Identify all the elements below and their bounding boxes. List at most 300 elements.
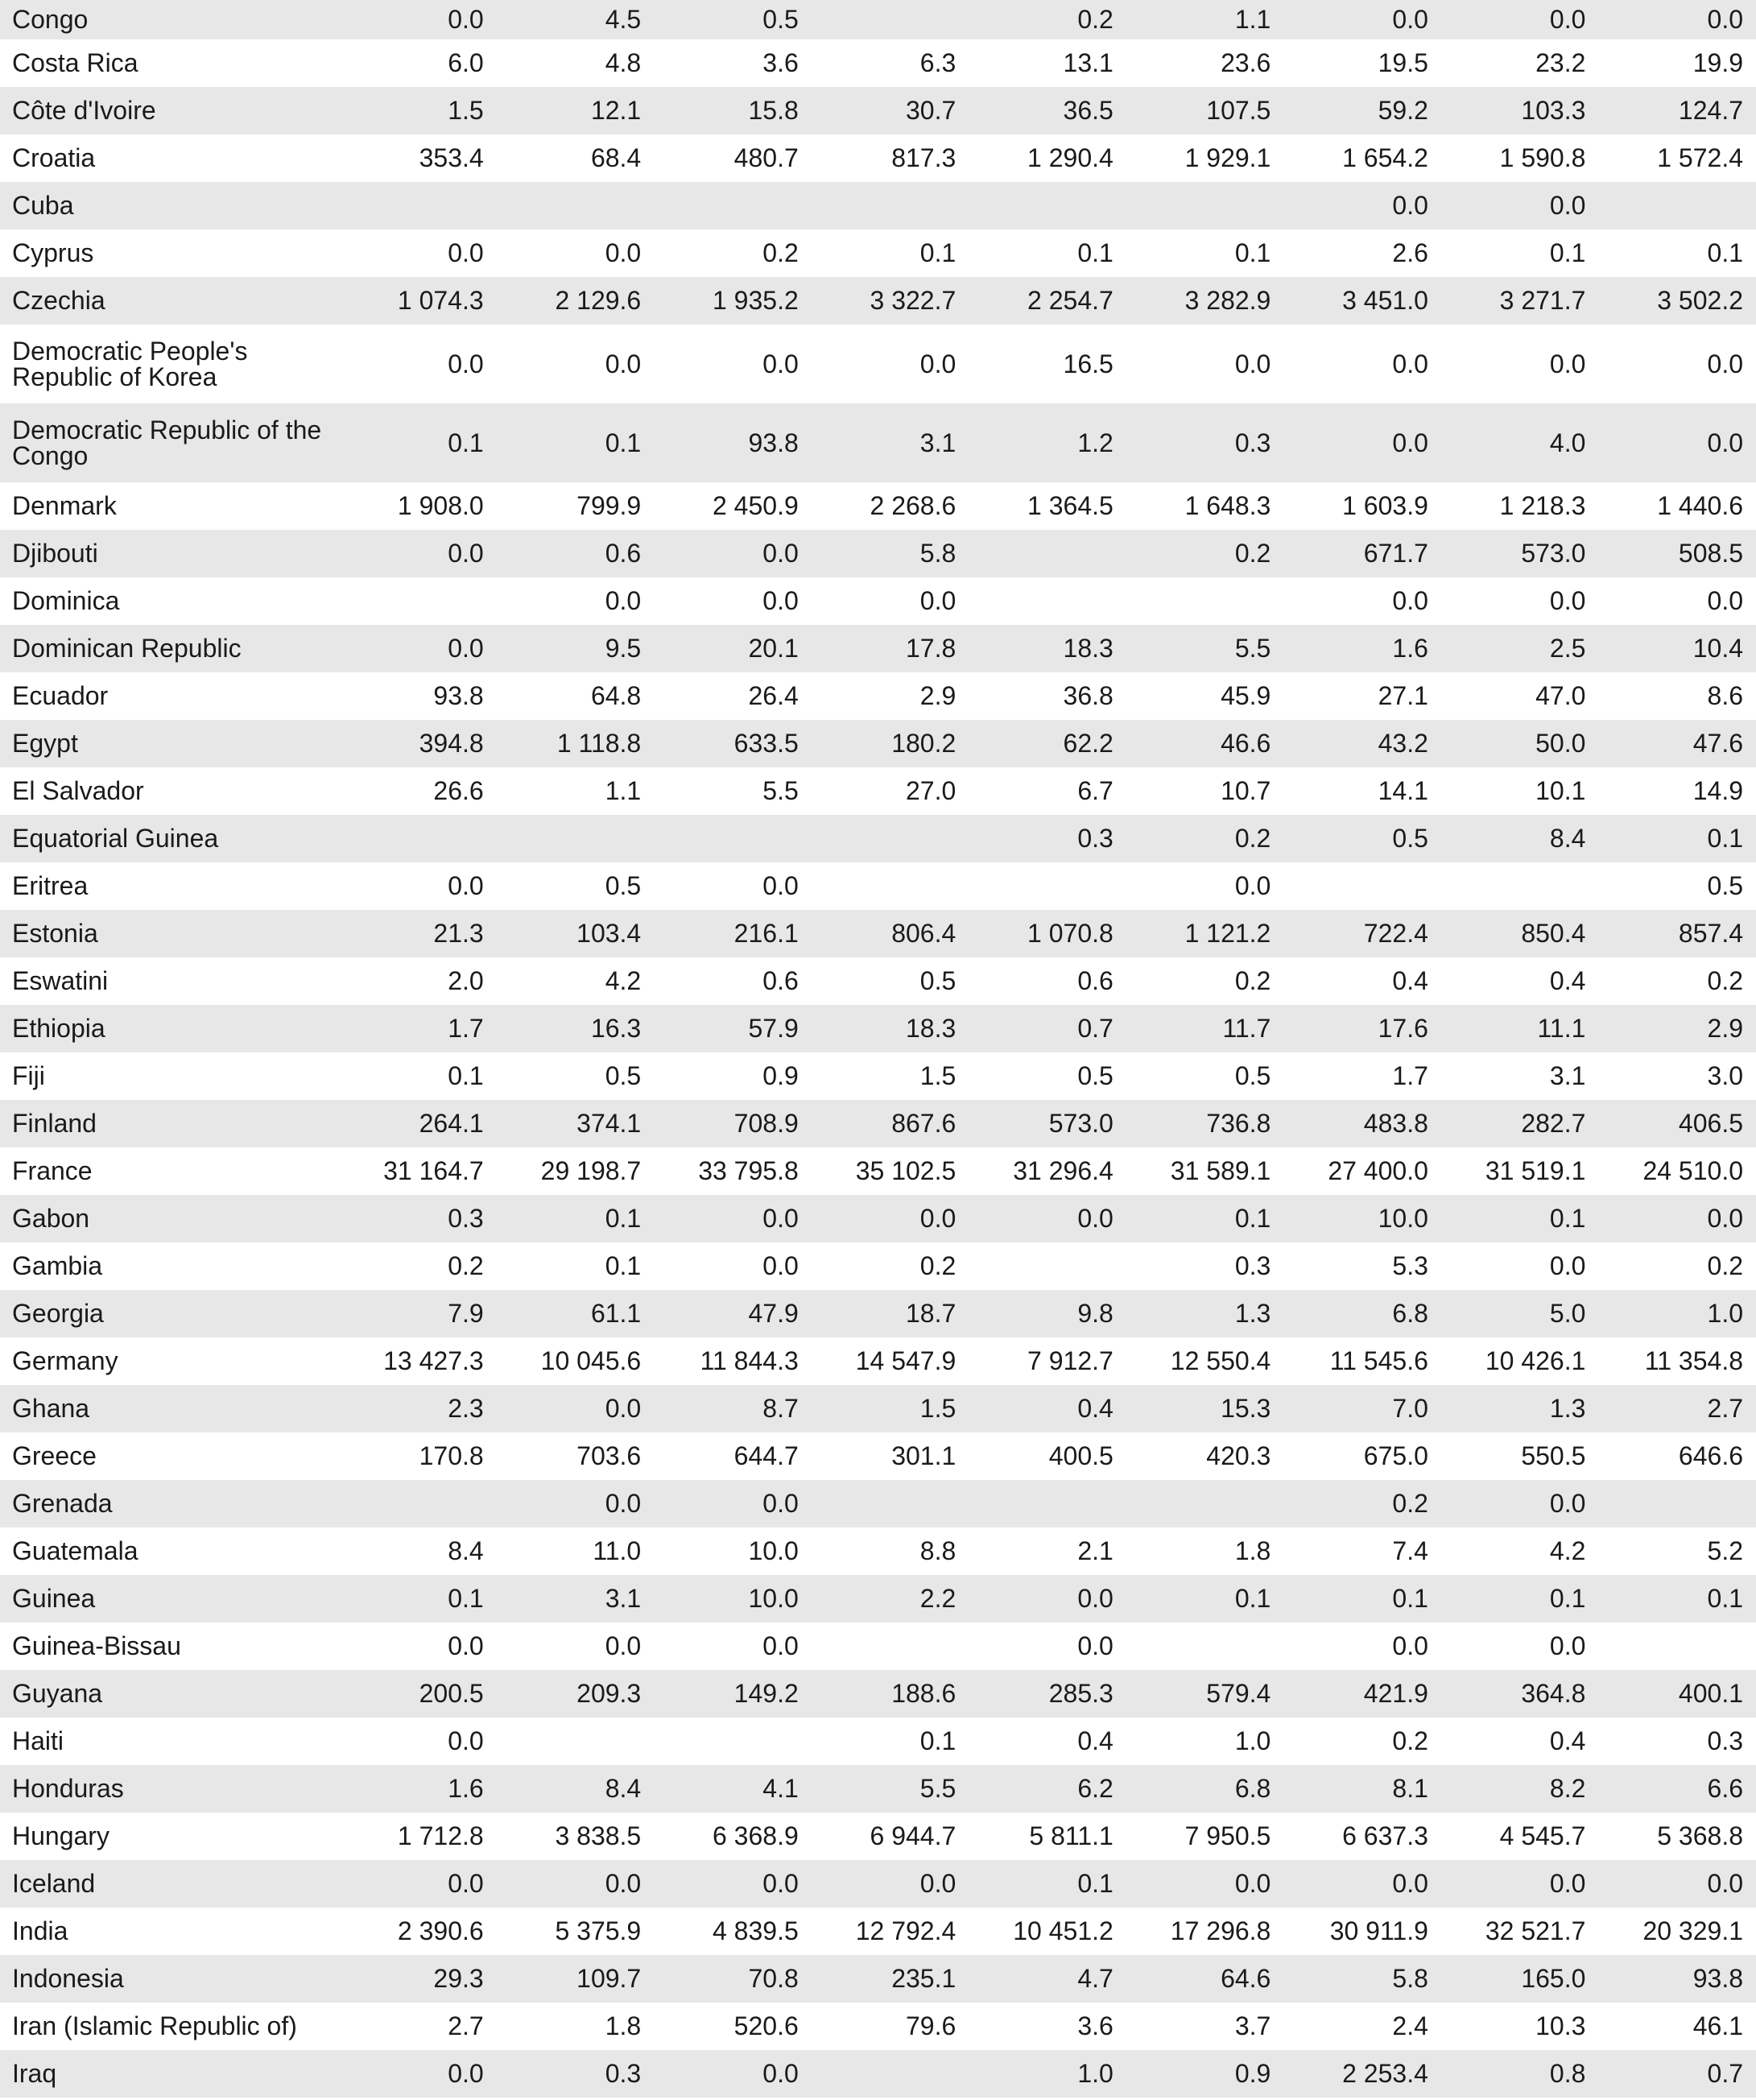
country-name-cell: Gambia bbox=[12, 1251, 103, 1280]
value-cell: 61.1 bbox=[590, 1299, 642, 1328]
country-name-cell: Democratic Republic of the Congo bbox=[12, 415, 322, 470]
value-cell: 0.0 bbox=[605, 1489, 642, 1518]
country-name-cell: Egypt bbox=[12, 729, 78, 758]
value-cell: 508.5 bbox=[1678, 539, 1743, 568]
value-cell: 406.5 bbox=[1678, 1109, 1743, 1138]
country-name-cell: Fiji bbox=[12, 1061, 45, 1090]
value-cell: 20 329.1 bbox=[1642, 1916, 1743, 1945]
value-cell bbox=[812, 182, 969, 229]
value-cell bbox=[1126, 1623, 1284, 1670]
value-cell: 15.3 bbox=[1221, 1394, 1271, 1423]
table-row bbox=[0, 1765, 1756, 1813]
value-cell: 2.6 bbox=[1392, 238, 1428, 267]
value-cell: 93.8 bbox=[748, 428, 799, 457]
value-cell: 0.0 bbox=[448, 871, 484, 900]
value-cell: 0.1 bbox=[1549, 238, 1586, 267]
country-name-cell: Greece bbox=[12, 1441, 97, 1470]
value-cell: 5.0 bbox=[1549, 1299, 1586, 1328]
value-cell: 0.0 bbox=[762, 1869, 799, 1898]
value-cell: 4 839.5 bbox=[712, 1916, 799, 1945]
value-cell: 0.1 bbox=[1234, 238, 1271, 267]
value-cell: 3 502.2 bbox=[1657, 286, 1743, 315]
value-cell: 480.7 bbox=[733, 143, 799, 172]
value-cell: 0.1 bbox=[448, 1584, 484, 1613]
value-cell: 633.5 bbox=[733, 729, 799, 758]
value-cell: 1.2 bbox=[1077, 428, 1114, 457]
value-cell: 0.0 bbox=[762, 1251, 799, 1280]
value-cell: 50.0 bbox=[1535, 729, 1586, 758]
value-cell: 5.8 bbox=[919, 539, 957, 568]
value-cell: 31 296.4 bbox=[1013, 1156, 1114, 1185]
country-name-cell: Eswatini bbox=[12, 966, 109, 995]
table-row bbox=[0, 767, 1756, 815]
country-name-cell: Haiti bbox=[12, 1726, 64, 1755]
table-row bbox=[0, 1670, 1756, 1718]
value-cell: 0.1 bbox=[1392, 1584, 1428, 1613]
value-cell: 3.7 bbox=[1234, 2011, 1271, 2040]
value-cell: 31 519.1 bbox=[1485, 1156, 1586, 1185]
table-row bbox=[0, 1480, 1756, 1527]
table-row bbox=[0, 672, 1756, 720]
value-cell: 573.0 bbox=[1521, 539, 1586, 568]
value-cell: 0.0 bbox=[762, 871, 799, 900]
table-row bbox=[0, 1100, 1756, 1147]
country-name-cell: Denmark bbox=[12, 491, 117, 520]
value-cell: 17 296.8 bbox=[1170, 1916, 1271, 1945]
value-cell: 0.1 bbox=[1549, 1584, 1586, 1613]
value-cell: 45.9 bbox=[1221, 681, 1271, 710]
table-row bbox=[0, 530, 1756, 577]
value-cell: 282.7 bbox=[1521, 1109, 1586, 1138]
value-cell bbox=[1126, 1480, 1284, 1527]
value-cell: 0.1 bbox=[1077, 238, 1114, 267]
value-cell: 0.0 bbox=[762, 2059, 799, 2088]
value-cell: 124.7 bbox=[1678, 96, 1743, 125]
value-cell bbox=[812, 0, 969, 39]
value-cell: 1 654.2 bbox=[1342, 143, 1428, 172]
value-cell: 0.5 bbox=[1392, 824, 1428, 853]
value-cell: 7.4 bbox=[1392, 1536, 1428, 1565]
value-cell: 850.4 bbox=[1521, 919, 1586, 948]
value-cell: 736.8 bbox=[1206, 1109, 1271, 1138]
value-cell: 4.0 bbox=[1549, 428, 1586, 457]
value-cell: 11 545.6 bbox=[1329, 1346, 1428, 1375]
value-cell: 165.0 bbox=[1521, 1964, 1586, 1993]
value-cell: 0.0 bbox=[1392, 1869, 1428, 1898]
value-cell: 1.1 bbox=[1234, 5, 1271, 34]
value-cell: 0.2 bbox=[1234, 539, 1271, 568]
country-name-cell: Dominican Republic bbox=[12, 634, 242, 663]
value-cell: 6 368.9 bbox=[712, 1821, 799, 1850]
country-name-cell: Guinea bbox=[12, 1584, 96, 1613]
value-cell: 0.0 bbox=[1549, 5, 1586, 34]
value-cell: 646.6 bbox=[1678, 1441, 1743, 1470]
table-row bbox=[0, 1955, 1756, 2003]
value-cell: 18.3 bbox=[906, 1014, 957, 1043]
value-cell: 5 811.1 bbox=[1029, 1821, 1114, 1850]
value-cell: 47.6 bbox=[1692, 729, 1743, 758]
value-cell: 0.0 bbox=[448, 539, 484, 568]
value-cell: 0.3 bbox=[1234, 428, 1271, 457]
value-cell: 0.3 bbox=[1077, 824, 1114, 853]
value-cell: 0.0 bbox=[605, 349, 642, 378]
value-cell: 11.1 bbox=[1537, 1014, 1586, 1043]
value-cell: 3.0 bbox=[1707, 1061, 1743, 1090]
value-cell bbox=[654, 182, 812, 229]
value-cell: 93.8 bbox=[1692, 1964, 1743, 1993]
table-row bbox=[0, 182, 1756, 229]
value-cell: 29.3 bbox=[433, 1964, 484, 1993]
value-cell: 188.6 bbox=[891, 1679, 957, 1708]
value-cell: 36.5 bbox=[1063, 96, 1114, 125]
value-cell: 353.4 bbox=[419, 143, 484, 172]
value-cell: 0.2 bbox=[1234, 824, 1271, 853]
value-cell bbox=[812, 1480, 969, 1527]
country-name-cell: Iraq bbox=[12, 2059, 57, 2088]
table-row bbox=[0, 1385, 1756, 1432]
value-cell: 12 792.4 bbox=[855, 1916, 957, 1945]
value-cell: 0.0 bbox=[605, 1869, 642, 1898]
country-name-cell: Iceland bbox=[12, 1869, 96, 1898]
value-cell: 64.6 bbox=[1221, 1964, 1271, 1993]
table-row bbox=[0, 1147, 1756, 1195]
value-cell: 2.3 bbox=[448, 1394, 484, 1423]
value-cell: 1.3 bbox=[1234, 1299, 1271, 1328]
value-cell: 6.6 bbox=[1707, 1774, 1743, 1803]
table-row bbox=[0, 957, 1756, 1005]
value-cell: 1.7 bbox=[1392, 1061, 1428, 1090]
value-cell: 11 844.3 bbox=[700, 1346, 799, 1375]
value-cell: 2 450.9 bbox=[712, 491, 799, 520]
value-cell: 483.8 bbox=[1363, 1109, 1428, 1138]
value-cell: 1.0 bbox=[1077, 2059, 1114, 2088]
value-cell: 79.6 bbox=[906, 2011, 957, 2040]
value-cell: 550.5 bbox=[1521, 1441, 1586, 1470]
table-row bbox=[0, 229, 1756, 277]
value-cell: 31 164.7 bbox=[383, 1156, 484, 1185]
value-cell: 3.1 bbox=[919, 428, 957, 457]
value-cell: 2 129.6 bbox=[555, 286, 642, 315]
value-cell: 0.0 bbox=[919, 1204, 957, 1233]
value-cell: 4.7 bbox=[1077, 1964, 1114, 1993]
value-cell: 3 282.9 bbox=[1184, 286, 1271, 315]
country-name-cell: Costa Rica bbox=[12, 48, 138, 77]
table-row bbox=[0, 1527, 1756, 1575]
value-cell: 5.5 bbox=[1234, 634, 1271, 663]
country-name-cell: Iran (Islamic Republic of) bbox=[12, 2011, 297, 2040]
value-cell: 46.1 bbox=[1692, 2011, 1743, 2040]
value-cell: 7 912.7 bbox=[1027, 1346, 1114, 1375]
value-cell: 0.2 bbox=[1392, 1489, 1428, 1518]
value-cell: 4.8 bbox=[605, 48, 642, 77]
value-cell: 6 637.3 bbox=[1342, 1821, 1428, 1850]
value-cell: 10.3 bbox=[1535, 2011, 1586, 2040]
table-row bbox=[0, 625, 1756, 672]
value-cell: 0.0 bbox=[448, 634, 484, 663]
value-cell: 0.0 bbox=[762, 1204, 799, 1233]
value-cell: 27.0 bbox=[906, 776, 957, 805]
value-cell: 857.4 bbox=[1678, 919, 1743, 948]
table-row bbox=[0, 403, 1756, 482]
value-cell: 0.2 bbox=[1234, 966, 1271, 995]
value-cell: 0.2 bbox=[762, 238, 799, 267]
value-cell: 13.1 bbox=[1063, 48, 1114, 77]
country-name-cell: Finland bbox=[12, 1109, 97, 1138]
value-cell: 0.0 bbox=[1707, 428, 1743, 457]
value-cell bbox=[969, 1242, 1126, 1290]
value-cell: 0.0 bbox=[1392, 586, 1428, 615]
value-cell: 19.5 bbox=[1378, 48, 1428, 77]
value-cell: 675.0 bbox=[1363, 1441, 1428, 1470]
value-cell: 10.0 bbox=[748, 1536, 799, 1565]
value-cell: 4.2 bbox=[1549, 1536, 1586, 1565]
table-row bbox=[0, 0, 1756, 39]
value-cell: 0.4 bbox=[1392, 966, 1428, 995]
value-cell: 1 929.1 bbox=[1184, 143, 1271, 172]
value-cell bbox=[497, 815, 655, 862]
value-cell: 0.0 bbox=[1707, 586, 1743, 615]
value-cell: 7 950.5 bbox=[1184, 1821, 1271, 1850]
value-cell: 1 908.0 bbox=[397, 491, 484, 520]
value-cell: 24 510.0 bbox=[1642, 1156, 1743, 1185]
value-cell: 12.1 bbox=[590, 96, 642, 125]
value-cell bbox=[654, 1718, 812, 1765]
value-cell bbox=[1126, 182, 1284, 229]
value-cell: 0.2 bbox=[919, 1251, 957, 1280]
value-cell: 0.0 bbox=[448, 1869, 484, 1898]
country-name-cell: Estonia bbox=[12, 919, 98, 948]
value-cell: 68.4 bbox=[590, 143, 642, 172]
value-cell: 0.2 bbox=[1707, 966, 1743, 995]
value-cell: 0.0 bbox=[1077, 1584, 1114, 1613]
value-cell: 5.5 bbox=[919, 1774, 957, 1803]
value-cell: 0.1 bbox=[919, 238, 957, 267]
value-cell bbox=[812, 2050, 969, 2098]
value-cell: 0.5 bbox=[605, 1061, 642, 1090]
country-name-cell: Equatorial Guinea bbox=[12, 824, 219, 853]
value-cell: 722.4 bbox=[1363, 919, 1428, 948]
table-row bbox=[0, 134, 1756, 182]
value-cell: 1 572.4 bbox=[1657, 143, 1743, 172]
value-cell: 5.5 bbox=[762, 776, 799, 805]
country-name-cell: Cyprus bbox=[12, 238, 94, 267]
value-cell: 1.8 bbox=[1234, 1536, 1271, 1565]
value-cell: 1.5 bbox=[448, 96, 484, 125]
value-cell: 708.9 bbox=[733, 1109, 799, 1138]
country-name-cell: El Salvador bbox=[12, 776, 144, 805]
value-cell: 0.1 bbox=[919, 1726, 957, 1755]
value-cell: 0.5 bbox=[1077, 1061, 1114, 1090]
value-cell: 47.9 bbox=[748, 1299, 799, 1328]
value-cell: 209.3 bbox=[576, 1679, 642, 1708]
value-cell: 1 648.3 bbox=[1184, 491, 1271, 520]
value-cell: 0.0 bbox=[762, 1631, 799, 1660]
value-cell: 2.0 bbox=[448, 966, 484, 995]
value-cell: 36.8 bbox=[1063, 681, 1114, 710]
value-cell bbox=[1283, 862, 1441, 910]
value-cell: 3 271.7 bbox=[1499, 286, 1586, 315]
value-cell: 0.0 bbox=[1234, 871, 1271, 900]
value-cell: 47.0 bbox=[1535, 681, 1586, 710]
value-cell: 0.0 bbox=[448, 1726, 484, 1755]
value-cell: 8.4 bbox=[1549, 824, 1586, 853]
value-cell: 420.3 bbox=[1206, 1441, 1271, 1470]
value-cell: 817.3 bbox=[891, 143, 957, 172]
value-cell: 1 290.4 bbox=[1027, 143, 1114, 172]
value-cell: 400.1 bbox=[1678, 1679, 1743, 1708]
value-cell bbox=[339, 815, 497, 862]
value-cell: 6.3 bbox=[919, 48, 957, 77]
value-cell: 0.0 bbox=[919, 1869, 957, 1898]
value-cell: 5.2 bbox=[1707, 1536, 1743, 1565]
value-cell: 0.0 bbox=[1549, 1251, 1586, 1280]
value-cell: 2.7 bbox=[1707, 1394, 1743, 1423]
value-cell: 18.3 bbox=[1063, 634, 1114, 663]
value-cell bbox=[1441, 862, 1599, 910]
table-row bbox=[0, 1337, 1756, 1385]
value-cell: 10.0 bbox=[1378, 1204, 1428, 1233]
value-cell: 421.9 bbox=[1363, 1679, 1428, 1708]
value-cell: 0.0 bbox=[605, 238, 642, 267]
value-cell: 57.9 bbox=[748, 1014, 799, 1043]
value-cell: 2 268.6 bbox=[870, 491, 957, 520]
value-cell: 6.8 bbox=[1392, 1299, 1428, 1328]
value-cell: 1.5 bbox=[919, 1061, 957, 1090]
value-cell: 0.6 bbox=[762, 966, 799, 995]
value-cell: 799.9 bbox=[576, 491, 642, 520]
value-cell: 0.0 bbox=[1707, 349, 1743, 378]
value-cell: 1 603.9 bbox=[1342, 491, 1428, 520]
value-cell: 2.7 bbox=[448, 2011, 484, 2040]
table-row bbox=[0, 1718, 1756, 1765]
value-cell: 0.0 bbox=[448, 238, 484, 267]
value-cell: 579.4 bbox=[1206, 1679, 1271, 1708]
value-cell: 0.0 bbox=[1549, 1489, 1586, 1518]
value-cell: 573.0 bbox=[1048, 1109, 1114, 1138]
value-cell: 5 375.9 bbox=[555, 1916, 642, 1945]
value-cell: 6.7 bbox=[1077, 776, 1114, 805]
value-cell: 0.8 bbox=[1549, 2059, 1586, 2088]
value-cell bbox=[969, 530, 1126, 577]
value-cell: 3 838.5 bbox=[555, 1821, 642, 1850]
value-cell: 0.6 bbox=[1077, 966, 1114, 995]
value-cell: 8.8 bbox=[919, 1536, 957, 1565]
value-cell: 3.1 bbox=[1549, 1061, 1586, 1090]
value-cell: 14.1 bbox=[1378, 776, 1428, 805]
value-cell: 5 368.8 bbox=[1657, 1821, 1743, 1850]
value-cell: 2.5 bbox=[1549, 634, 1586, 663]
country-name-cell: Eritrea bbox=[12, 871, 89, 900]
value-cell: 0.0 bbox=[1234, 1869, 1271, 1898]
table-row bbox=[0, 1813, 1756, 1860]
value-cell: 32 521.7 bbox=[1485, 1916, 1586, 1945]
value-cell bbox=[1598, 182, 1756, 229]
country-name-cell: Cuba bbox=[12, 191, 74, 220]
value-cell: 7.9 bbox=[448, 1299, 484, 1328]
value-cell: 1.0 bbox=[1234, 1726, 1271, 1755]
table-row bbox=[0, 2003, 1756, 2050]
value-cell: 2 390.6 bbox=[397, 1916, 484, 1945]
value-cell: 1.6 bbox=[1392, 634, 1428, 663]
value-cell: 0.0 bbox=[762, 539, 799, 568]
value-cell: 4.5 bbox=[605, 5, 642, 34]
value-cell: 0.0 bbox=[1549, 1869, 1586, 1898]
value-cell: 0.0 bbox=[448, 1631, 484, 1660]
country-name-cell: Hungary bbox=[12, 1821, 109, 1850]
country-name-cell: Czechia bbox=[12, 286, 105, 315]
value-cell: 1 121.2 bbox=[1184, 919, 1271, 948]
value-cell: 3.1 bbox=[605, 1584, 642, 1613]
value-cell: 1 935.2 bbox=[712, 286, 799, 315]
table-row bbox=[0, 325, 1756, 403]
value-cell: 1 590.8 bbox=[1499, 143, 1586, 172]
value-cell: 13 427.3 bbox=[383, 1346, 484, 1375]
value-cell: 5.3 bbox=[1392, 1251, 1428, 1280]
value-cell: 4 545.7 bbox=[1499, 1821, 1586, 1850]
value-cell: 6 944.7 bbox=[870, 1821, 957, 1850]
value-cell bbox=[969, 862, 1126, 910]
table-row bbox=[0, 482, 1756, 530]
value-cell bbox=[969, 577, 1126, 625]
value-cell: 0.1 bbox=[605, 1251, 642, 1280]
value-cell: 93.8 bbox=[433, 681, 484, 710]
value-cell: 0.3 bbox=[1234, 1251, 1271, 1280]
value-cell: 18.7 bbox=[906, 1299, 957, 1328]
value-cell: 0.4 bbox=[1077, 1726, 1114, 1755]
value-cell: 23.6 bbox=[1221, 48, 1271, 77]
value-cell: 103.4 bbox=[576, 919, 642, 948]
table-row bbox=[0, 862, 1756, 910]
value-cell: 17.8 bbox=[906, 634, 957, 663]
country-name-cell: Ethiopia bbox=[12, 1014, 105, 1043]
value-cell: 64.8 bbox=[590, 681, 642, 710]
value-cell: 4.2 bbox=[605, 966, 642, 995]
table-row bbox=[0, 1860, 1756, 1908]
value-cell bbox=[812, 862, 969, 910]
value-cell: 10.7 bbox=[1221, 776, 1271, 805]
value-cell: 8.6 bbox=[1707, 681, 1743, 710]
value-cell: 671.7 bbox=[1363, 539, 1428, 568]
value-cell: 3.6 bbox=[762, 48, 799, 77]
country-name-cell: India bbox=[12, 1916, 68, 1945]
value-cell: 1 364.5 bbox=[1027, 491, 1114, 520]
table-row bbox=[0, 1432, 1756, 1480]
country-name-cell: Gabon bbox=[12, 1204, 90, 1233]
value-cell: 0.0 bbox=[448, 2059, 484, 2088]
value-cell: 10.1 bbox=[1535, 776, 1586, 805]
value-cell: 0.3 bbox=[605, 2059, 642, 2088]
value-cell: 1.3 bbox=[1549, 1394, 1586, 1423]
value-cell: 8.1 bbox=[1392, 1774, 1428, 1803]
value-cell: 0.3 bbox=[1707, 1726, 1743, 1755]
value-cell: 0.0 bbox=[448, 5, 484, 34]
value-cell: 62.2 bbox=[1063, 729, 1114, 758]
value-cell: 0.0 bbox=[1392, 428, 1428, 457]
country-name-cell: France bbox=[12, 1156, 93, 1185]
country-name-cell: Germany bbox=[12, 1346, 118, 1375]
value-cell: 14 547.9 bbox=[855, 1346, 957, 1375]
value-cell: 70.8 bbox=[748, 1964, 799, 1993]
value-cell: 0.0 bbox=[1392, 1631, 1428, 1660]
table-row bbox=[0, 1052, 1756, 1100]
value-cell: 216.1 bbox=[733, 919, 799, 948]
value-cell: 1 218.3 bbox=[1499, 491, 1586, 520]
country-name-cell: Honduras bbox=[12, 1774, 124, 1803]
value-cell: 3 451.0 bbox=[1342, 286, 1428, 315]
value-cell: 2.2 bbox=[919, 1584, 957, 1613]
value-cell: 0.1 bbox=[1707, 238, 1743, 267]
value-cell: 11.0 bbox=[593, 1536, 642, 1565]
